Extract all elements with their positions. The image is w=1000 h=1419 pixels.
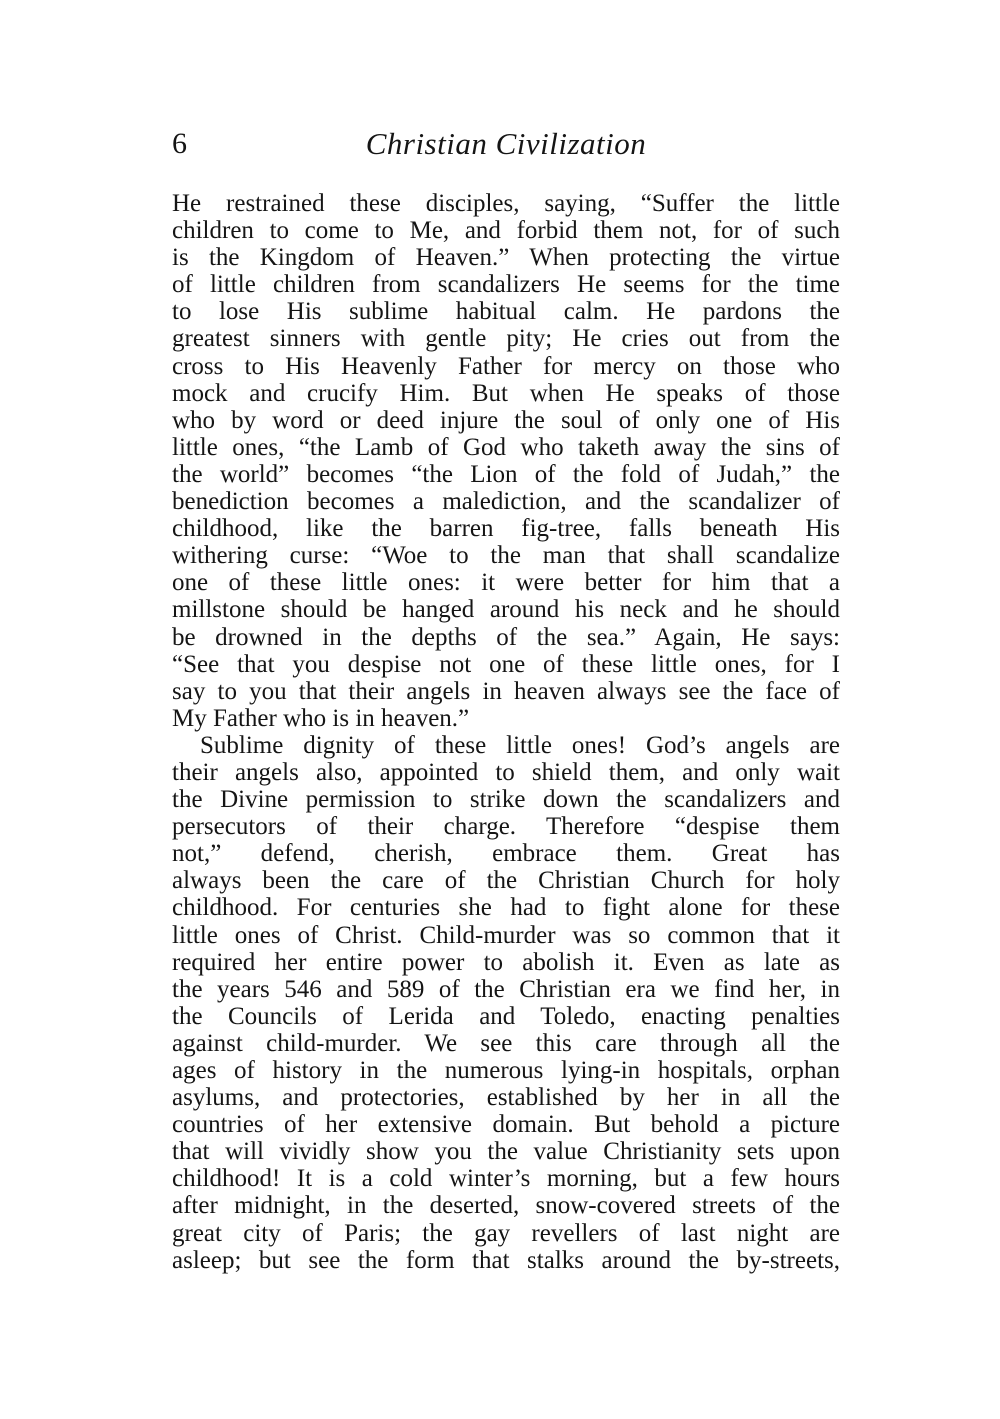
text-line: to lose His sublime habitual calm. He pardons the <box>172 298 840 326</box>
text-line: cross to His Heavenly Father for mercy on those who <box>172 352 840 380</box>
text-line: mock and crucify Him. But when He speaks of those <box>172 379 840 407</box>
text-line: the years 546 and 589 of the Christian era we find her, in <box>172 975 840 1003</box>
text-line: after midnight, in the deserted, snow-covered streets of the <box>172 1192 840 1220</box>
paragraph-1 <box>172 190 840 732</box>
text-line: is the Kingdom of Heaven.” When protecting the virtue <box>172 244 840 272</box>
text-line: always been the care of the Christian Church for holy <box>172 867 840 895</box>
body-text <box>172 190 840 1274</box>
text-line: that will vividly show you the value Christianity sets upon <box>172 1138 840 1166</box>
text-line: not,” defend, cherish, embrace them. Great has <box>172 840 840 868</box>
text-line: ages of history in the numerous lying-in hospitals, orphan <box>172 1057 840 1084</box>
text-line: the world” becomes “the Lion of the fold of Judah,” the <box>172 460 840 488</box>
text-line: little ones, “the Lamb of God who taketh away the sins of <box>172 433 840 461</box>
text-line: He restrained these disciples, saying, “Suffer the little <box>172 190 840 217</box>
page-number: 6 <box>172 127 187 160</box>
text-line: “See that you despise not one of these little ones, for I <box>172 650 840 678</box>
text-line: who by word or deed injure the soul of only one of His <box>172 406 840 434</box>
running-head <box>172 122 840 166</box>
text-line: millstone should be hanged around his neck and he should <box>172 596 840 624</box>
text-line: their angels also, appointed to shield them, and only wait <box>172 758 840 786</box>
text-line: benediction becomes a malediction, and the scandalizer of <box>172 488 840 516</box>
text-line: one of these little ones: it were better for him that a <box>172 569 840 597</box>
text-line: childhood, like the barren fig-tree, falls beneath His <box>172 515 840 543</box>
text-line: Sublime dignity of these little ones! God’s angels are <box>200 731 840 759</box>
text-line: required her entire power to abolish it. Even as late as <box>172 948 840 976</box>
text-line: children to come to Me, and forbid them not, for of such <box>172 217 840 245</box>
text-line: childhood. For centuries she had to fight alone for these <box>172 894 840 922</box>
text-line: greatest sinners with gentle pity; He cries out from the <box>172 325 840 353</box>
text-line: the Divine permission to strike down the scandalizers and <box>172 786 840 814</box>
paragraph-2 <box>172 732 840 1274</box>
text-line: withering curse: “Woe to the man that shall scandalize <box>172 542 840 570</box>
text-line: countries of her extensive domain. But behold a picture <box>172 1111 840 1139</box>
text-line: persecutors of their charge. Therefore “despise them <box>172 813 840 841</box>
text-line: My Father who is in heaven.” <box>172 704 470 732</box>
text-line: of little children from scandalizers He seems for the time <box>172 271 840 299</box>
running-title: Christian Civilization <box>365 126 647 161</box>
text-line: be drowned in the depths of the sea.” Again, He says: <box>172 623 840 651</box>
text-line: say to you that their angels in heaven always see the face of <box>172 677 840 705</box>
text-line: great city of Paris; the gay revellers of last night are <box>172 1219 840 1247</box>
text-line: against child-murder. We see this care through all the <box>172 1029 840 1057</box>
text-line: asleep; but see the form that stalks around the by-streets, <box>172 1246 840 1274</box>
text-line: childhood! It is a cold winter’s morning, but a few hours <box>172 1165 840 1193</box>
text-line: little ones of Christ. Child-murder was so common that it <box>172 921 840 949</box>
text-line: asylums, and protectories, established by her in all the <box>172 1084 840 1112</box>
text-line: the Councils of Lerida and Toledo, enacting penalties <box>172 1002 840 1030</box>
